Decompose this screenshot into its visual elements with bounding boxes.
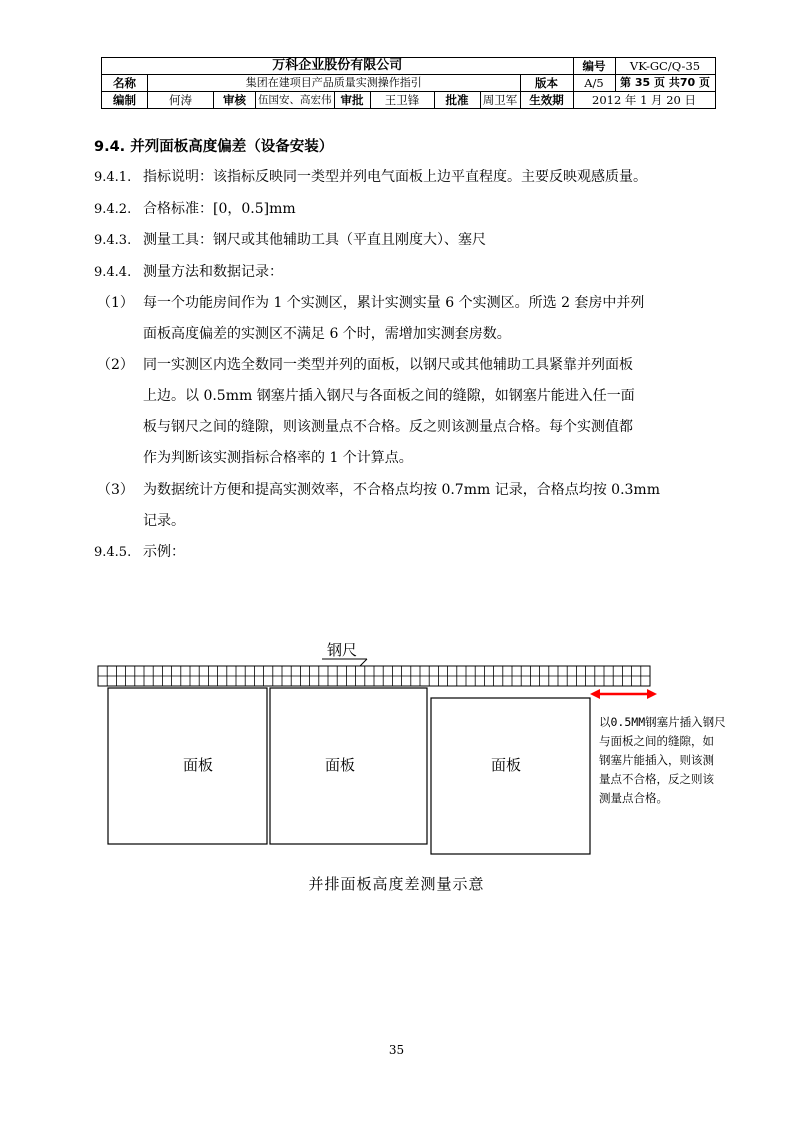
paragraph-line: 作为判断该实测指标合格率的 1 个计算点。	[143, 450, 413, 466]
version-label: 版本	[520, 75, 573, 92]
name-value: 集团在建项目产品质量实测操作指引	[148, 75, 521, 92]
ratify-value: 周卫军	[480, 92, 520, 109]
page-number: 35	[388, 1043, 405, 1057]
editor-value: 何涛	[148, 92, 214, 109]
approver-value: 王卫锋	[370, 92, 434, 109]
item-number: 9.4.2.	[94, 202, 132, 217]
note-line: 以0.5MM钢塞片插入钢尺	[599, 715, 726, 729]
version-value: A/5	[573, 75, 615, 92]
item-text: 示例：	[143, 544, 185, 560]
effective-value: 2012 年 1 月 20 日	[573, 92, 715, 109]
item-number: 9.4.1.	[94, 170, 132, 185]
code-value: VK-GC/Q-35	[615, 58, 715, 75]
page-info: 第 35 页 共70 页	[615, 75, 715, 92]
paragraph-line: 为数据统计方便和提高实测效率，不合格点均按 0.7mm 记录，合格点均按 0.3mm	[143, 482, 660, 498]
item-number: 9.4.3.	[94, 233, 132, 248]
paragraph-line: 板与钢尺之间的缝隙，则该测量点不合格。反之则该测量点合格。每个实测值都	[143, 419, 633, 435]
note-line: 与面板之间的缝隙，如	[599, 734, 714, 748]
paragraph-number: （1）	[97, 295, 134, 311]
editor-label: 编制	[102, 92, 148, 109]
item-number: 9.4.5.	[94, 545, 132, 560]
approver-label: 审批	[334, 92, 370, 109]
figure-caption: 并排面板高度差测量示意	[308, 875, 485, 893]
reviewer-value: 伍国安、高宏伟	[256, 92, 335, 109]
company-name: 万科企业股份有限公司	[102, 58, 574, 75]
steel-ruler	[98, 666, 650, 686]
paragraph-line: 每一个功能房间作为 1 个实测区，累计实测实量 6 个实测区。所选 2 套房中并列	[143, 295, 645, 311]
section-title: 9.4. 并列面板高度偏差（设备安装）	[94, 139, 334, 155]
ratify-label: 批准	[434, 92, 480, 109]
panel-label: 面板	[490, 756, 522, 774]
paragraph-line: 同一实测区内选全数同一类型并列的面板，以钢尺或其他辅助工具紧靠并列面板	[143, 357, 633, 373]
panel-label: 面板	[324, 756, 356, 774]
item-number: 9.4.4.	[94, 265, 132, 280]
note-line: 钢塞片能插入，则该测	[599, 753, 714, 767]
item-text: 测量方法和数据记录：	[143, 264, 283, 280]
paragraph-line: 上边。以 0.5mm 钢塞片插入钢尺与各面板之间的缝隙，如钢塞片能进入任一面	[143, 388, 635, 404]
panel-3	[431, 698, 590, 854]
gap-note	[599, 713, 759, 808]
name-label: 名称	[102, 75, 148, 92]
ruler-label-leader	[360, 659, 367, 666]
item-text: 测量工具：钢尺或其他辅助工具（平直且刚度大）、塞尺	[143, 232, 486, 248]
item-text: 指标说明：该指标反映同一类型并列电气面板上边平直程度。主要反映观感质量。	[143, 169, 647, 185]
panel-label: 面板	[182, 756, 214, 774]
paragraph-number: （2）	[97, 357, 134, 373]
paragraph-line: 面板高度偏差的实测区不满足 6 个时，需增加实测套房数。	[143, 326, 511, 342]
code-label: 编号	[573, 58, 615, 75]
item-text: 合格标准：[0，0.5]mm	[143, 201, 296, 217]
gap-arrow	[590, 689, 657, 699]
paragraph-line: 记录。	[143, 513, 185, 529]
effective-label: 生效期	[520, 92, 573, 109]
note-line: 量点不合格，反之则该	[599, 772, 714, 786]
reviewer-label: 审核	[214, 92, 256, 109]
note-line: 测量点合格。	[599, 791, 668, 805]
paragraph-number: （3）	[97, 482, 134, 498]
ruler-label: 钢尺	[327, 641, 358, 659]
